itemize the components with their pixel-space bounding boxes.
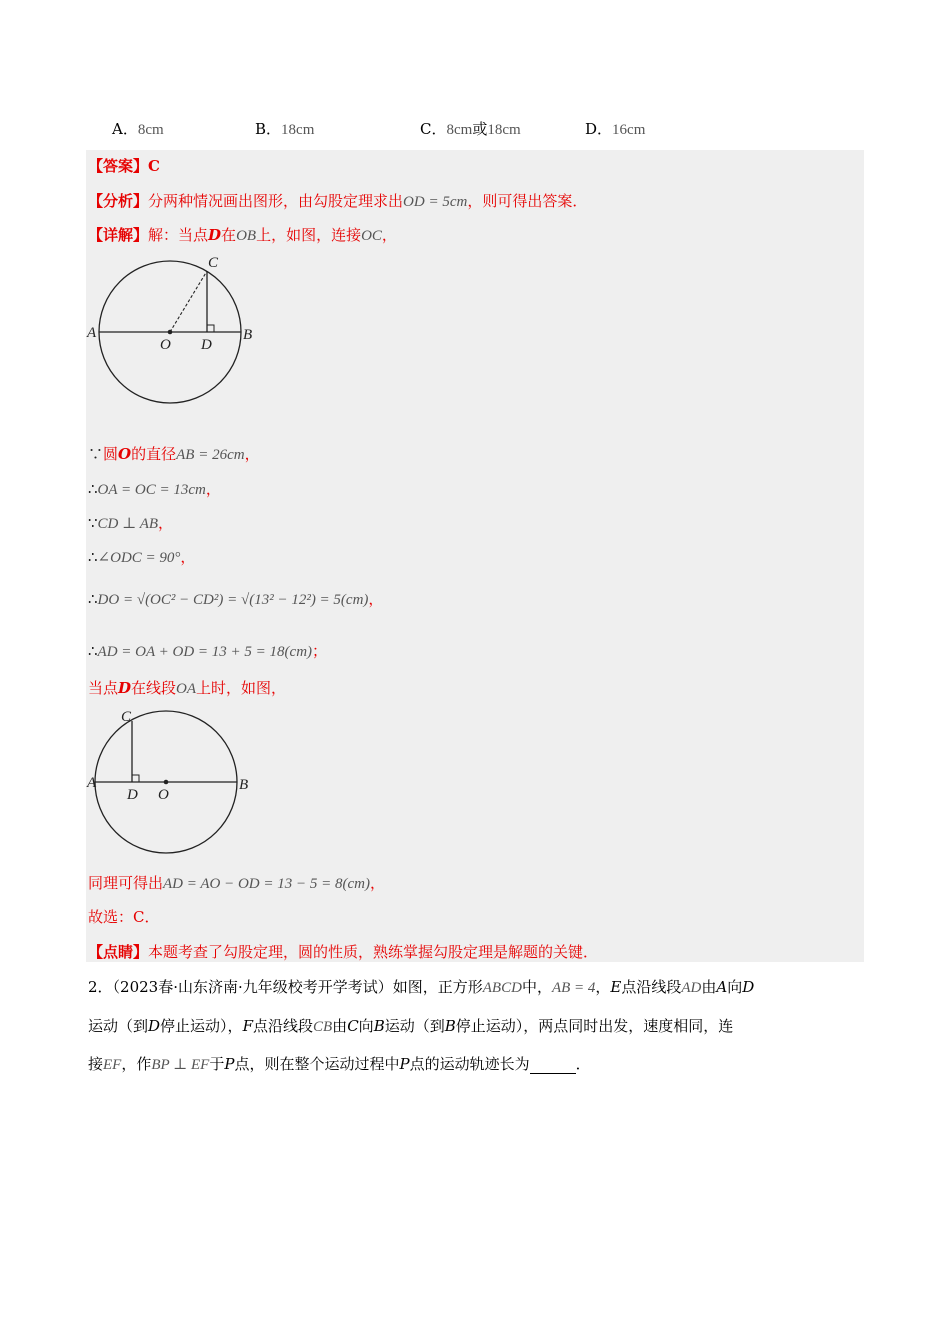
question-2-line-1: 2．（2023春·山东济南·九年级校考开学考试）如图，正方形ABCD中，AB = 4，E点沿线段AD由A向D (88, 978, 755, 996)
choose-line: 故选：C． (88, 908, 160, 926)
fig1-label-c: C (208, 255, 219, 271)
fig2-center-point (164, 780, 169, 785)
option-d-value: 16cm (612, 122, 646, 138)
step-3: ∵CD ⊥ AB， (88, 514, 174, 532)
option-b: B．18cm (255, 120, 315, 138)
fig1-label-b: B (243, 327, 253, 343)
figure-1-circle-diagram (86, 252, 266, 412)
comment-line: 【点睛】本题考查了勾股定理，圆的性质，熟练掌握勾股定理是解题的关键． (88, 943, 599, 961)
option-a: A．8cm (112, 120, 164, 138)
figure-2-circle-diagram (86, 702, 266, 862)
same-reason-line: 同理可得出AD = AO − OD = 13 − 5 = 8(cm)， (88, 874, 386, 892)
fig2-right-angle-mark (132, 775, 139, 782)
fig2-label-o: O (158, 787, 169, 803)
option-a-value: 8cm (137, 122, 164, 138)
question-2-line-3: 接EF，作BP ⊥ EF于P点，则在整个运动过程中P点的运动轨迹长为 ． (88, 1055, 591, 1073)
option-b-value: 18cm (281, 122, 315, 138)
analysis-line: 【分析】分两种情况画出图形，由勾股定理求出OD = 5cm，则可得出答案． (88, 192, 588, 210)
question-2-line-2: 运动（到D停止运动），F点沿线段CB由C向B运动（到B停止运动），两点同时出发，速度相同，连 (88, 1017, 734, 1035)
step-4: ∴∠ODC = 90°， (88, 548, 196, 566)
fig2-label-d: D (127, 787, 138, 803)
fig1-center-point (168, 330, 173, 335)
step-1: ∵圆O的直径AB = 26cm， (88, 445, 260, 463)
detail-line: 【详解】解：当点D在OB上，如图，连接OC， (88, 226, 397, 244)
step-6: ∴AD = OA + OD = 13 + 5 = 18(cm)； (88, 642, 328, 660)
fig1-label-a: A (87, 325, 97, 341)
step-5: ∴DO = √(OC² − CD²) = √(13² − 12²) = 5(cm)， (88, 590, 384, 608)
fig2-label-b: B (239, 777, 249, 793)
fig2-label-a: A (87, 775, 97, 791)
case-2-line: 当点D在线段OA上时，如图， (88, 679, 287, 697)
answer-blank[interactable] (530, 1059, 576, 1074)
option-d: D．16cm (585, 120, 646, 138)
fig1-segment-oc-dashed (170, 271, 207, 332)
fig1-right-angle-mark (207, 325, 214, 332)
fig1-label-o: O (160, 337, 171, 353)
fig1-label-d: D (201, 337, 212, 353)
step-2: ∴OA = OC = 13cm， (88, 480, 221, 498)
option-c: C．8cm或18cm (420, 120, 521, 138)
fig2-label-c: C (121, 709, 132, 725)
answer-line: 【答案】C (88, 157, 160, 175)
